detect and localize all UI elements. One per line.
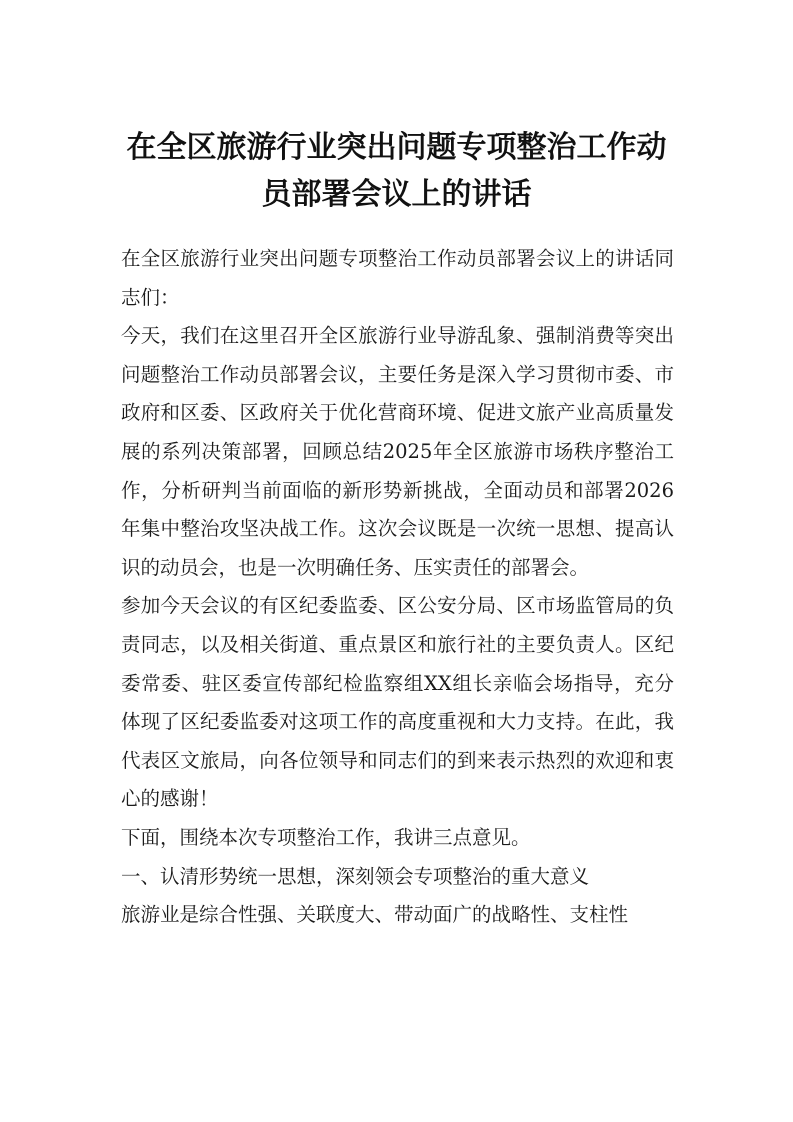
paragraph-opening: 在全区旅游行业突出问题专项整治工作动员部署会议上的讲话同志们： bbox=[121, 247, 674, 309]
paragraph-meeting-purpose: 今天，我们在这里召开全区旅游行业导游乱象、强制消费等突出问题整治工作动员部署会议，主要任务是深入学习贯彻市委、市政府和区委、区政府关于优化营商环境、促进文旅产业高质量发展的系列决策部署，回顾总结2025年全区旅游市场秩序整治工作，分析研判当前面临的新形势新挑战，全面动员和部署2026年集中整治攻坚决战工作。这次会议既是一次统一思想、提高认识的动员会，也是一次明确任务、压实责任的部署会。 bbox=[121, 324, 674, 579]
paragraph-attendees: 参加今天会议的有区纪委监委、区公安分局、区市场监管局的负责同志，以及相关街道、重点景区和旅行社的主要负责人。区纪委常委、驻区委宣传部纪检监察组XX组长亲临会场指导，充分体现了区纪委监委对这项工作的高度重视和大力支持。在此，我代表区文旅局，向各位领导和同志们的到来表示热烈的欢迎和衷心的感谢！ bbox=[121, 594, 674, 811]
document-body bbox=[121, 240, 674, 935]
paragraph-outline: 下面，围绕本次专项整治工作，我讲三点意见。 bbox=[121, 825, 531, 849]
document-title: 在全区旅游行业突出问题专项整治工作动员部署会议上的讲话 bbox=[126, 130, 667, 212]
paragraph-tourism-industry: 旅游业是综合性强、关联度大、带动面广的战略性、支柱性 bbox=[121, 903, 629, 927]
section-heading-one: 一、认清形势统一思想，深刻领会专项整治的重大意义 bbox=[121, 864, 590, 888]
